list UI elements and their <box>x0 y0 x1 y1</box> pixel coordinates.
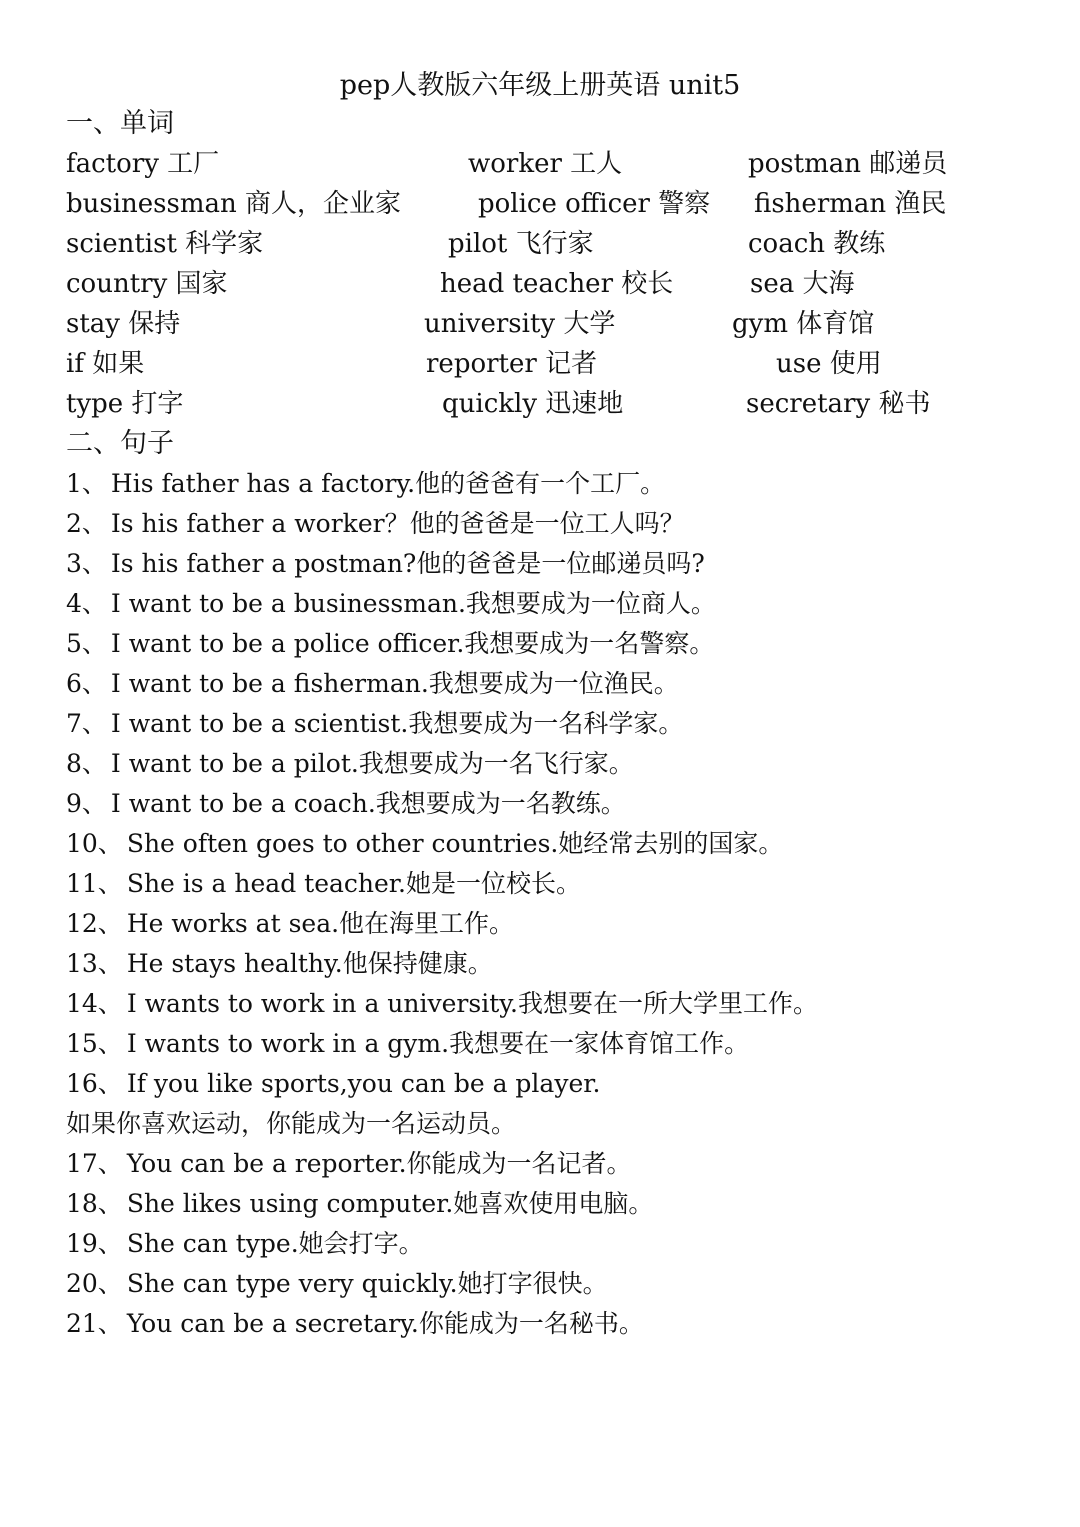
sentence-item <box>66 1064 1056 1104</box>
sentence-text: You can be a reporter.你能成为一名记者。 <box>126 1149 632 1178</box>
sentence-item <box>66 624 1056 664</box>
sentence-text: I want to be a coach.我想要成为一名教练。 <box>110 789 626 818</box>
sentence-text: She often goes to other countries.她经常去别的国家。 <box>126 829 784 858</box>
vocab-item: country 国家 <box>66 269 228 299</box>
sentence-item <box>66 824 1056 864</box>
sentence-text: He stays healthy.他保持健康。 <box>126 949 493 978</box>
sentence-list <box>66 464 1056 1344</box>
sentence-text: I want to be a fisherman.我想要成为一位渔民。 <box>110 669 679 698</box>
sentence-number: 20、 <box>66 1269 123 1298</box>
sentence-item <box>66 1264 1056 1304</box>
sentence-text: You can be a secretary.你能成为一名秘书。 <box>126 1309 644 1338</box>
sentence-text: She likes using computer.她喜欢使用电脑。 <box>126 1189 654 1218</box>
sentence-text: 如果你喜欢运动，你能成为一名运动员。 <box>66 1109 517 1138</box>
vocab-item: police officer 警察 <box>478 189 711 219</box>
sentence-number: 13、 <box>66 949 123 978</box>
sentence-text: She is a head teacher.她是一位校长。 <box>126 869 581 898</box>
vocab-item: businessman 商人，企业家 <box>66 189 402 219</box>
sentence-item <box>66 1024 1056 1064</box>
sentence-text: I wants to work in a gym.我想要在一家体育馆工作。 <box>126 1029 750 1058</box>
sentence-number: 4、 <box>66 589 107 618</box>
vocab-item: university 大学 <box>424 309 616 339</box>
vocab-item: coach 教练 <box>748 229 886 259</box>
sentence-item <box>66 864 1056 904</box>
sentence-item <box>66 1184 1056 1224</box>
sentence-number: 12、 <box>66 909 123 938</box>
sentence-number: 19、 <box>66 1229 123 1258</box>
sentence-text: I want to be a pilot.我想要成为一名飞行家。 <box>110 749 634 778</box>
sentence-number: 16、 <box>66 1069 123 1098</box>
sentence-number: 18、 <box>66 1189 123 1218</box>
sentence-item <box>66 1304 1056 1344</box>
vocab-item: head teacher 校长 <box>440 269 674 299</box>
vocab-item: sea 大海 <box>750 269 855 299</box>
sentence-item <box>66 984 1056 1024</box>
sentence-text: I want to be a scientist.我想要成为一名科学家。 <box>110 709 684 738</box>
sentence-item <box>66 744 1056 784</box>
vocab-item: quickly 迅速地 <box>442 389 624 419</box>
vocab-item: worker 工人 <box>468 149 623 179</box>
sentence-item <box>66 784 1056 824</box>
sentence-text: She can type very quickly.她打字很快。 <box>126 1269 608 1298</box>
sentence-number: 3、 <box>66 549 107 578</box>
sentence-number: 5、 <box>66 629 107 658</box>
vocab-item: scientist 科学家 <box>66 229 264 259</box>
sentence-number: 1、 <box>66 469 107 498</box>
vocab-item: postman 邮递员 <box>748 149 948 179</box>
sentence-text: If you like sports,you can be a player. <box>126 1069 601 1098</box>
document-title: pep人教版六年级上册英语 unit5 <box>339 70 741 101</box>
sentence-text: I wants to work in a university.我想要在一所大学里工作。 <box>126 989 818 1018</box>
sentence-translation-line <box>66 1104 1056 1144</box>
vocab-row <box>0 344 1080 384</box>
sentence-item <box>66 704 1056 744</box>
vocab-row <box>0 264 1080 304</box>
sentence-number: 9、 <box>66 789 107 818</box>
sentence-number: 7、 <box>66 709 107 738</box>
vocab-item: stay 保持 <box>66 309 181 339</box>
vocab-row <box>0 384 1080 424</box>
vocab-item: factory 工厂 <box>66 149 220 179</box>
sentence-item <box>66 504 1056 544</box>
vocab-item: reporter 记者 <box>426 349 598 379</box>
vocab-row <box>0 184 1080 224</box>
vocab-item: gym 体育馆 <box>732 309 875 339</box>
sentence-number: 15、 <box>66 1029 123 1058</box>
sentence-number: 21、 <box>66 1309 123 1338</box>
vocab-row <box>0 304 1080 344</box>
sentence-item <box>66 944 1056 984</box>
sentence-number: 8、 <box>66 749 107 778</box>
sentence-item <box>66 584 1056 624</box>
sentence-number: 6、 <box>66 669 107 698</box>
sentence-text: He works at sea.他在海里工作。 <box>126 909 515 938</box>
vocab-row <box>0 144 1080 184</box>
sentence-item <box>66 464 1056 504</box>
vocab-item: type 打字 <box>66 389 184 419</box>
sentence-text: His father has a factory.他的爸爸有一个工厂。 <box>110 469 666 498</box>
sentence-item <box>66 544 1056 584</box>
sentence-text: Is his father a postman?他的爸爸是一位邮递员吗? <box>110 549 705 578</box>
sentence-item <box>66 1144 1056 1184</box>
sentence-item <box>66 1224 1056 1264</box>
sentence-item <box>66 904 1056 944</box>
section-heading-sentences: 二、句子 <box>66 428 174 459</box>
sentence-number: 10、 <box>66 829 123 858</box>
section-heading-words: 一、单词 <box>66 108 174 139</box>
vocab-item: pilot 飞行家 <box>448 229 594 259</box>
vocab-item: use 使用 <box>776 349 882 379</box>
vocab-row <box>0 224 1080 264</box>
vocab-item: secretary 秘书 <box>746 389 931 419</box>
vocab-item: fisherman 渔民 <box>754 189 947 219</box>
sentence-number: 14、 <box>66 989 123 1018</box>
sentence-text: I want to be a businessman.我想要成为一位商人。 <box>110 589 716 618</box>
vocab-item: if 如果 <box>66 349 145 379</box>
sentence-text: I want to be a police officer.我想要成为一名警察。 <box>110 629 715 658</box>
sentence-text: She can type.她会打字。 <box>126 1229 424 1258</box>
sentence-number: 17、 <box>66 1149 123 1178</box>
sentence-number: 11、 <box>66 869 123 898</box>
sentence-item <box>66 664 1056 704</box>
sentence-number: 2、 <box>66 509 107 538</box>
sentence-text: Is his father a worker？他的爸爸是一位工人吗？ <box>110 509 685 538</box>
